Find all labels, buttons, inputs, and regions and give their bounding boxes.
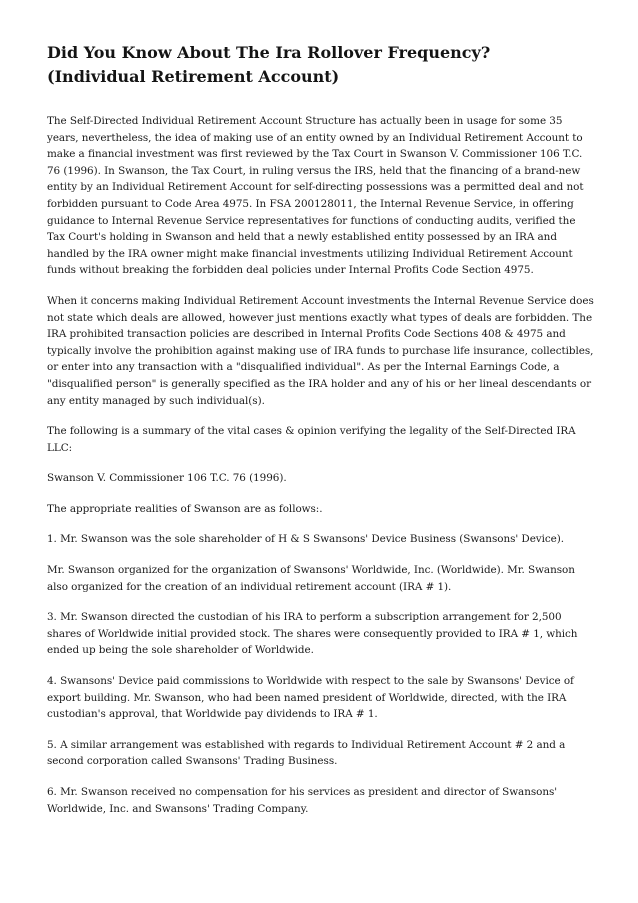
paragraph-fact-1: 1. Mr. Swanson was the sole shareholder of H & S Swansons' Device Business (Swansons' Device). — [47, 533, 565, 546]
paragraph-fact-3: 3. Mr. Swanson directed the custodian of his IRA to perform a subscription arrangement for 2,500 shares of Worldwide initial provided stock. The shares were consequently provided to IRA # 1, which ended up being the sole shareholder of Worldwide. — [47, 611, 578, 657]
paragraph-summary-lead: The following is a summary of the vital cases & opinion verifying the legality of the Self-Directed IRA LLC: — [47, 425, 576, 454]
paragraph-fact-4: 4. Swansons' Device paid commissions to Worldwide with respect to the sale by Swansons' Device of export building. Mr. Swanson, who had been named president of Worldwide, directed, with the IRA custodian's approval, that Worldwide pay dividends to IRA # 1. — [47, 675, 574, 721]
article-title: Did You Know About The Ira Rollover Frequency? (Individual Retirement Account) — [47, 43, 491, 86]
paragraph-facts-lead: The appropriate realities of Swanson are as follows:. — [47, 502, 323, 515]
paragraph-fact-6: 6. Mr. Swanson received no compensation for his services as president and director of Swansons' Worldwide, Inc. and Swansons' Trading Company. — [47, 786, 558, 815]
paragraph-fact-5: 5. A similar arrangement was established with regards to Individual Retirement Account # 2 and a second corporation called Swansons' Trading Business. — [47, 738, 566, 768]
paragraph-intro: The Self-Directed Individual Retirement Account Structure has actually been in usage for some 35 years, nevertheless, the idea of making use of an entity owned by an Individual Retirement Account to make a financial investment was first reviewed by the Tax Court in Swanson V. Commissioner 106 T.C. 76 (1996). In Swanson, the Tax Court, in ruling versus the IRS, held that the financing of a brand-new entity by an Individual Retirement Account for self-directing possessions was a permitted deal and not forbidden pursuant to Code Area 4975. In FSA 200128011, the Internal Revenue Service, in offering guidance to Internal Revenue Service representatives for functions of conducting audits, verified the Tax Court's holding in Swanson and held that a newly established entity possessed by an IRA and handled by the IRA owner might make financial investments utilizing Individual Retirement Account funds without breaking the forbidden deal policies under Internal Profits Code Section 4975. — [47, 115, 584, 277]
paragraph-fact-2: Mr. Swanson organized for the organization of Swansons' Worldwide, Inc. (Worldwide). Mr. Swanson also organized for the creation of an individual retirement account (IRA # 1). — [47, 564, 575, 593]
paragraph-investments: When it concerns making Individual Retirement Account investments the Internal Revenue Service does not state which deals are allowed, however just mentions exactly what types of deals are forbidden. The IRA prohibited transaction policies are described in Internal Profits Code Sections 408 & 4975 and typically involve the prohibition against making use of IRA funds to purchase life insurance, collectibles, or enter into any transaction with a "disqualified individual". As per the Internal Earnings Code, a "disqualified person" is generally specified as the IRA holder and any of his or her lineal descendants or any entity managed by such individual(s). — [47, 294, 594, 407]
article-body — [47, 113, 594, 817]
paragraph-case-citation: Swanson V. Commissioner 106 T.C. 76 (1996). — [47, 472, 287, 485]
